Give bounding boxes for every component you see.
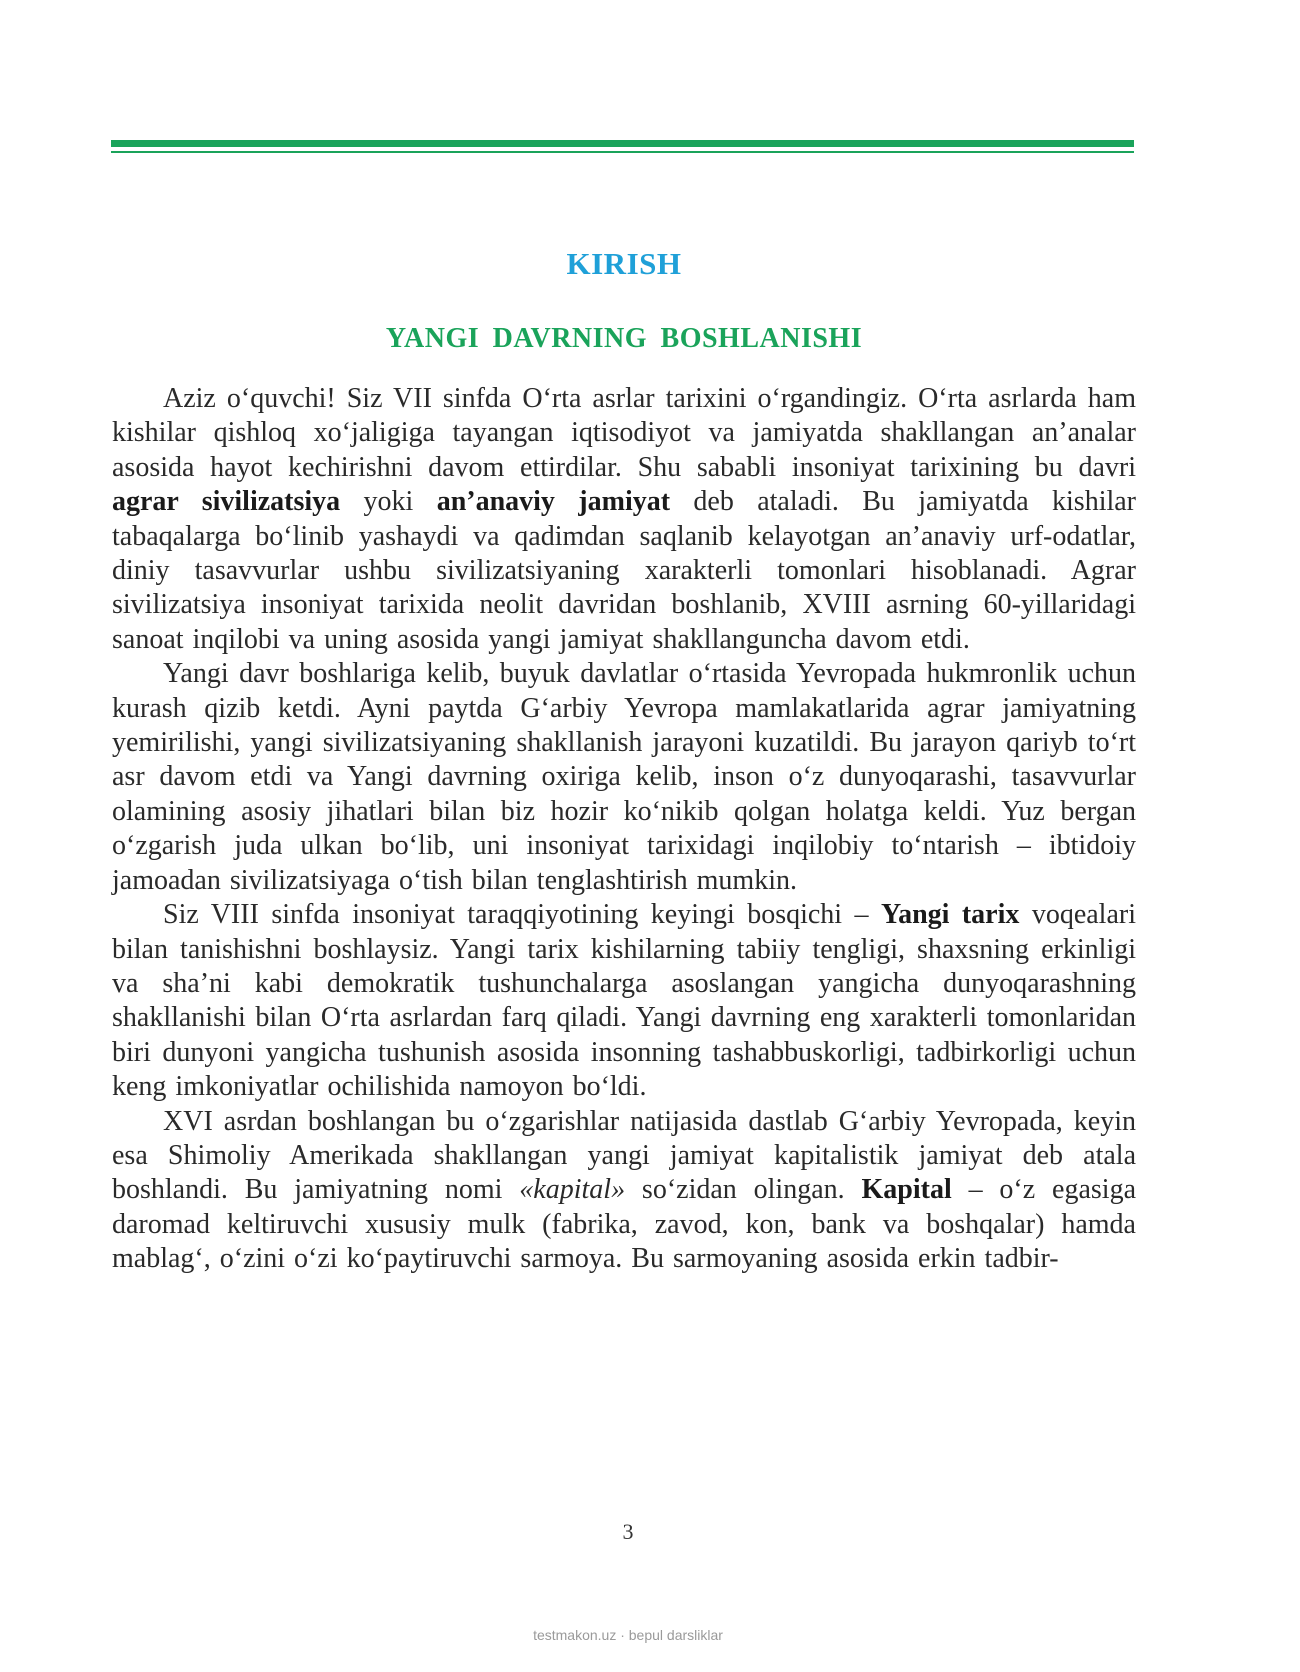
paragraph-4 <box>112 1105 1136 1277</box>
text-segment: deb ataladi. Bu jamiyatda kishilar tabaqalarga bo‘linib yashaydi va qadimdan saqlanib kelayotgan an’anaviy urf-odatlar, diniy tasavvurlar ushbu sivilizatsiyaning xarakterli tomonlari hisoblanadi. Agrar sivilizatsiya insoniyat tarixida neolit davridan boshlanib, XVIII asrning 60-yillaridagi sanoat inqilobi va uning asosida yangi jamiyat shakllanguncha davom etdi. <box>112 486 1137 655</box>
watermark: testmakon.uz · bepul darsliklar <box>533 1627 723 1643</box>
text-segment: voqealari bilan tanishishni boshlaysiz. Yangi tarix kishilarning tabiiy tengligi, shaxsning erkinligi va sha’ni kabi demokratik tushunchalarga asoslangan yangicha dunyoqarashning shakllanishi bilan O‘rta asrlardan farq qiladi. Yangi davrning eng xarakterli tomonlaridan biri dunyoni yangicha tushunish asosida insonning tashabbuskorligi, tadbirkorligi uchun keng imkoniyatlar ochilishida namoyon bo‘ldi. <box>112 899 1136 1103</box>
text-segment: Siz VIII sinfda insoniyat taraqqiyotining keyingi bosqichi – <box>163 899 881 931</box>
bold-term: agrar sivilizatsiya <box>112 486 341 518</box>
text-segment: so‘zidan olingan. <box>625 1174 862 1206</box>
body-text <box>112 382 1136 1277</box>
text-segment: Yangi davr boshlariga kelib, buyuk davlatlar o‘rtasida Yevropada hukmronlik uchun kurash qizib ketdi. Ayni paytda G‘arbiy Yevropa mamlakatlarida agrar jamiyatning yemirilishi, yangi sivilizatsiyaning shakllanish jarayoni kuzatildi. Bu jarayon qariyb to‘rt asr davom etdi va Yangi davrning oxiriga kelib, inson o‘z dunyoqarashi, tasavvurlar olamining asosiy jihatlari bilan biz hozir ko‘nikib qolgan holatga keldi. Yuz bergan o‘zgarish juda ulkan bo‘lib, uni insoniyat tarixidagi inqilobiy to‘ntarish – ibtidoiy jamoadan sivilizatsiyaga o‘tish bilan tenglashtirish mumkin. <box>112 658 1136 896</box>
text-segment: – o‘z egasiga daromad keltiruvchi xususiy mulk (fabrika, zavod, kon, bank va boshqalar) hamda mablag‘, o‘zini o‘zi ko‘paytiruvchi sarmoya. Bu sarmoyaning asosida erkin tadbir- <box>112 1174 1136 1275</box>
italic-term: «kapital» <box>519 1174 626 1206</box>
section-title: YANGI DAVRNING BOSHLANISHI <box>385 323 863 354</box>
text-segment: yoki <box>340 486 437 518</box>
bold-term: Kapital <box>861 1174 952 1206</box>
text-segment: XVI asrdan boshlangan bu o‘zgarishlar natijasida dastlab G‘arbiy Yevropada, keyin esa Shimoliy Amerikada shakllangan yangi jamiyat kapitalistik jamiyat deb atala boshlandi. Bu jamiyatning nomi <box>112 1105 1136 1206</box>
text-segment: Aziz o‘quvchi! Siz VII sinfda O‘rta asrlar tarixini o‘rgandingiz. O‘rta asrlarda ham kishilar qishloq xo‘jaligiga tayangan iqtisodiyot va jamiyatda shakllangan an’analar asosida hayot kechirishni davom ettirdilar. Shu sababli insoniyat tarixining bu davri <box>112 383 1136 483</box>
paragraph-3 <box>112 898 1136 1104</box>
page-number: 3 <box>622 1519 634 1544</box>
chapter-title: KIRISH <box>566 246 682 281</box>
header-rule-thick <box>111 140 1134 147</box>
paragraph-2 <box>112 657 1136 898</box>
header-rule-thin <box>111 151 1134 153</box>
bold-term: an’anaviy jamiyat <box>436 486 671 518</box>
paragraph-1 <box>112 382 1136 657</box>
bold-term: Yangi tarix <box>880 899 1020 931</box>
